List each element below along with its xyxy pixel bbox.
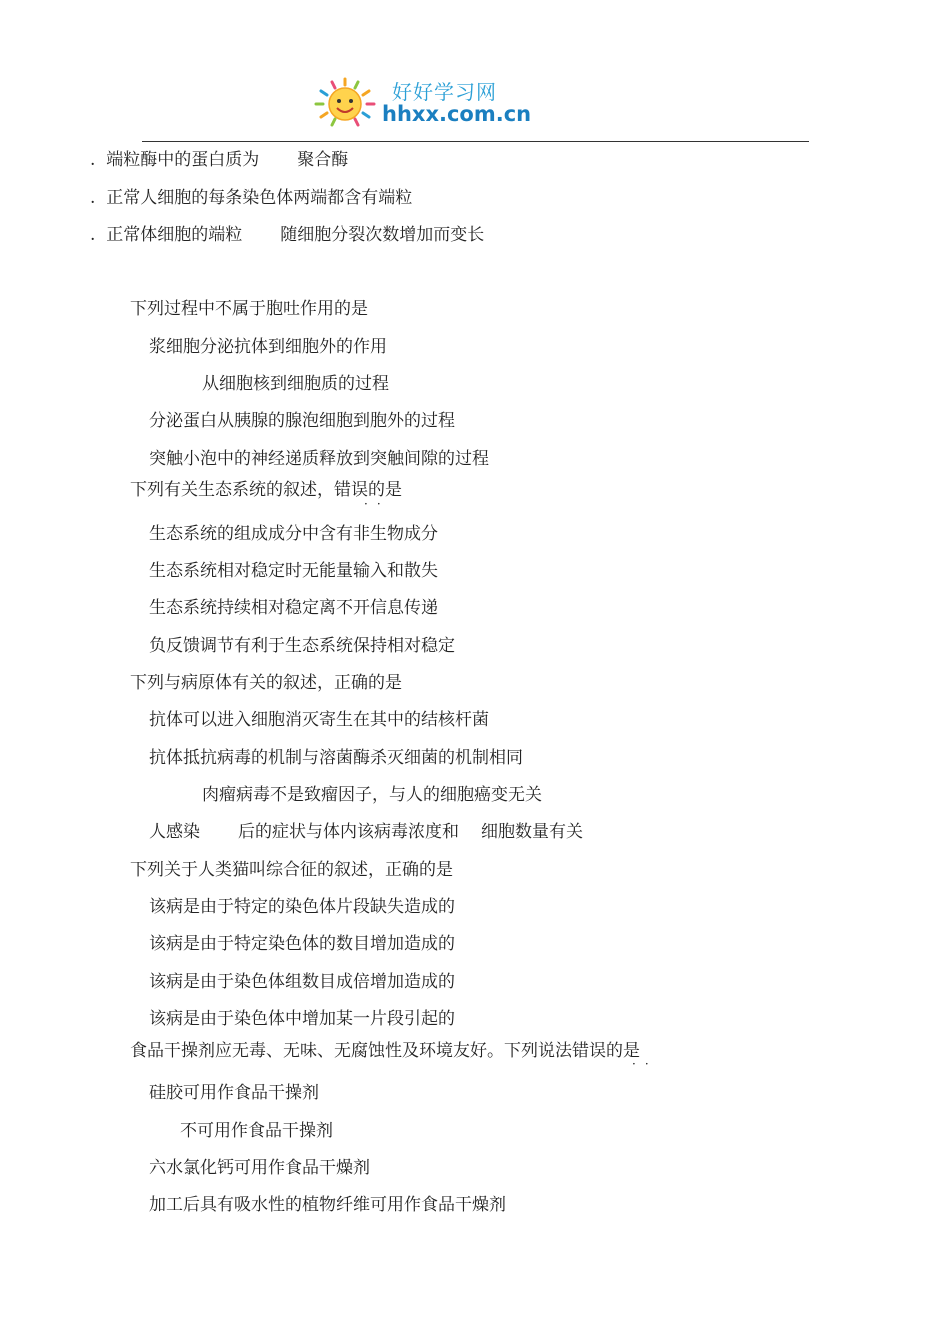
answer-option: 该病是由于特定染色体的数目增加造成的	[149, 934, 455, 954]
question-stem: 下列过程中不属于胞吐作用的是	[130, 299, 368, 319]
text-line: . 端粒酶中的蛋白质为 聚合酶	[90, 150, 349, 170]
question-stem: 下列有关生态系统的叙述，错误的是	[130, 480, 402, 500]
answer-option: 该病是由于染色体中增加某一片段引起的	[149, 1009, 455, 1029]
text-line: . 正常体细胞的端粒 随细胞分裂次数增加而变长	[90, 225, 485, 245]
logo-domain: hhxx.com.cn	[382, 102, 532, 126]
emphasis-dots: ··	[364, 497, 390, 511]
answer-option: 生态系统相对稳定时无能量输入和散失	[149, 561, 438, 581]
answer-option: 硅胶可用作食品干操剂	[149, 1083, 319, 1103]
sun-face-icon	[312, 76, 378, 128]
question-stem: 下列关于人类猫叫综合征的叙述，正确的是	[130, 860, 453, 880]
answer-option: 人感染 后的症状与体内该病毒浓度和 细胞数量有关	[149, 822, 583, 842]
answer-option: 分泌蛋白从胰腺的腺泡细胞到胞外的过程	[149, 411, 455, 431]
site-logo	[312, 74, 532, 130]
answer-option: 六水氯化钙可用作食品干燥剂	[149, 1158, 370, 1178]
answer-option: 该病是由于特定的染色体片段缺失造成的	[149, 897, 455, 917]
emphasis-dots: ··	[632, 1057, 658, 1071]
answer-option: 突触小泡中的神经递质释放到突触间隙的过程	[149, 449, 489, 469]
answer-option: 生态系统的组成成分中含有非生物成分	[149, 524, 438, 544]
answer-option: 加工后具有吸水性的植物纤维可用作食品干燥剂	[149, 1195, 506, 1215]
answer-option: 负反馈调节有利于生态系统保持相对稳定	[149, 636, 455, 656]
text-line: . 正常人细胞的每条染色体两端都含有端粒	[90, 188, 413, 208]
answer-option: 抗体可以进入细胞消灭寄生在其中的结核杆菌	[149, 710, 489, 730]
question-stem: 下列与病原体有关的叙述，正确的是	[130, 673, 402, 693]
answer-option: 该病是由于染色体组数目成倍增加造成的	[149, 972, 455, 992]
answer-option: 生态系统持续相对稳定离不开信息传递	[149, 598, 438, 618]
header-rule	[142, 141, 809, 142]
question-stem: 食品干操剂应无毒、无味、无腐蚀性及环境友好。下列说法错误的是	[130, 1041, 640, 1061]
answer-option: 不可用作食品干操剂	[180, 1121, 333, 1141]
logo-title: 好好学习网	[392, 80, 497, 104]
answer-option: 从细胞核到细胞质的过程	[202, 374, 389, 394]
answer-option: 浆细胞分泌抗体到细胞外的作用	[149, 337, 387, 357]
answer-option: 抗体抵抗病毒的机制与溶菌酶杀灭细菌的机制相同	[149, 748, 523, 768]
answer-option: 肉瘤病毒不是致瘤因子，与人的细胞癌变无关	[202, 785, 542, 805]
